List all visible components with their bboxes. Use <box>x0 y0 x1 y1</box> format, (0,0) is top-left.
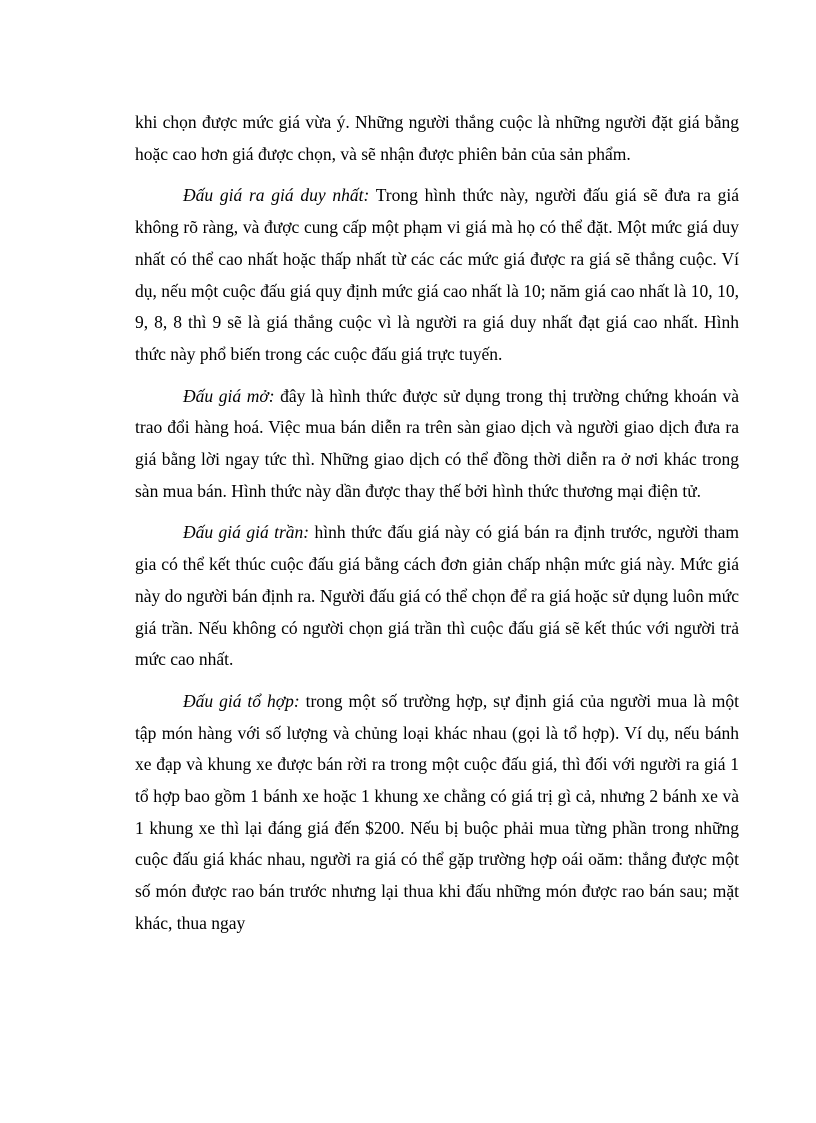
paragraph-term: Đấu giá giá trần: <box>183 522 310 543</box>
paragraph-open-auction <box>135 381 739 508</box>
paragraph-unique-bid-auction <box>135 180 739 370</box>
paragraph-text: Trong hình thức này, người đấu giá sẽ đưa ra giá không rõ ràng, và được cung cấp một phạm vi giá mà họ có thể đặt. Một mức giá duy nhất có thể cao nhất hoặc thấp nhất từ các các mức giá được ra giá sẽ thắng cuộc. Ví dụ, nếu một cuộc đấu giá quy định mức giá cao nhất là 10; năm giá cao nhất là 10, 10, 9, 8, 8 thì 9 sẽ là giá thắng cuộc vì là người ra giá duy nhất đạt giá cao nhất. Hình thức này phổ biến trong các cuộc đấu giá trực tuyến. <box>135 185 739 364</box>
body-text <box>135 107 739 950</box>
paragraph-text: đây là hình thức được sử dụng trong thị trường chứng khoán và trao đổi hàng hoá. Việc mua bán diễn ra trên sàn giao dịch và người giao dịch đưa ra giá bằng lời ngay tức thì. Những giao dịch có thể đồng thời diễn ra ở nơi khác trong sàn mua bán. Hình thức này dần được thay thế bởi hình thức thương mại điện tử. <box>135 385 739 501</box>
paragraph-ceiling-price-auction <box>135 517 739 676</box>
paragraph-text: trong một số trường hợp, sự định giá của người mua là một tập món hàng với số lượng và chủng loại khác nhau (gọi là tổ hợp). Ví dụ, nếu bánh xe đạp và khung xe được bán rời ra trong một cuộc đấu giá, thì đối với người ra giá 1 tổ hợp bao gồm 1 bánh xe hoặc 1 khung xe chẳng có giá trị gì cả, nhưng 2 bánh xe và 1 khung xe thì lại đáng giá đến $200. Nếu bị buộc phải mua từng phần trong những cuộc đấu giá khác nhau, người ra giá có thể gặp trường hợp oái oăm: thắng được một số món được rao bán trước nhưng lại thua khi đấu những món được rao bán sau; mặt khác, thua ngay <box>135 690 740 933</box>
paragraph-term: Đấu giá mở: <box>183 385 275 406</box>
paragraph-term: Đấu giá ra giá duy nhất: <box>183 185 370 206</box>
paragraph-term: Đấu giá tổ hợp: <box>183 690 300 711</box>
paragraph-continuation <box>135 107 739 170</box>
paragraph-combinatorial-auction <box>135 686 739 940</box>
paragraph-text: khi chọn được mức giá vừa ý. Những người thắng cuộc là những người đặt giá bằng hoặc cao hơn giá được chọn, và sẽ nhận được phiên bản của sản phẩm. <box>135 112 739 164</box>
paragraph-text: hình thức đấu giá này có giá bán ra định trước, người tham gia có thể kết thúc cuộc đấu giá bằng cách đơn giản chấp nhận mức giá này. Mức giá này do người bán định ra. Người đấu giá có thể chọn để ra giá hoặc sử dụng luôn mức giá trần. Nếu không có người chọn giá trần thì cuộc đấu giá sẽ kết thúc với người trả mức cao nhất. <box>135 522 739 670</box>
